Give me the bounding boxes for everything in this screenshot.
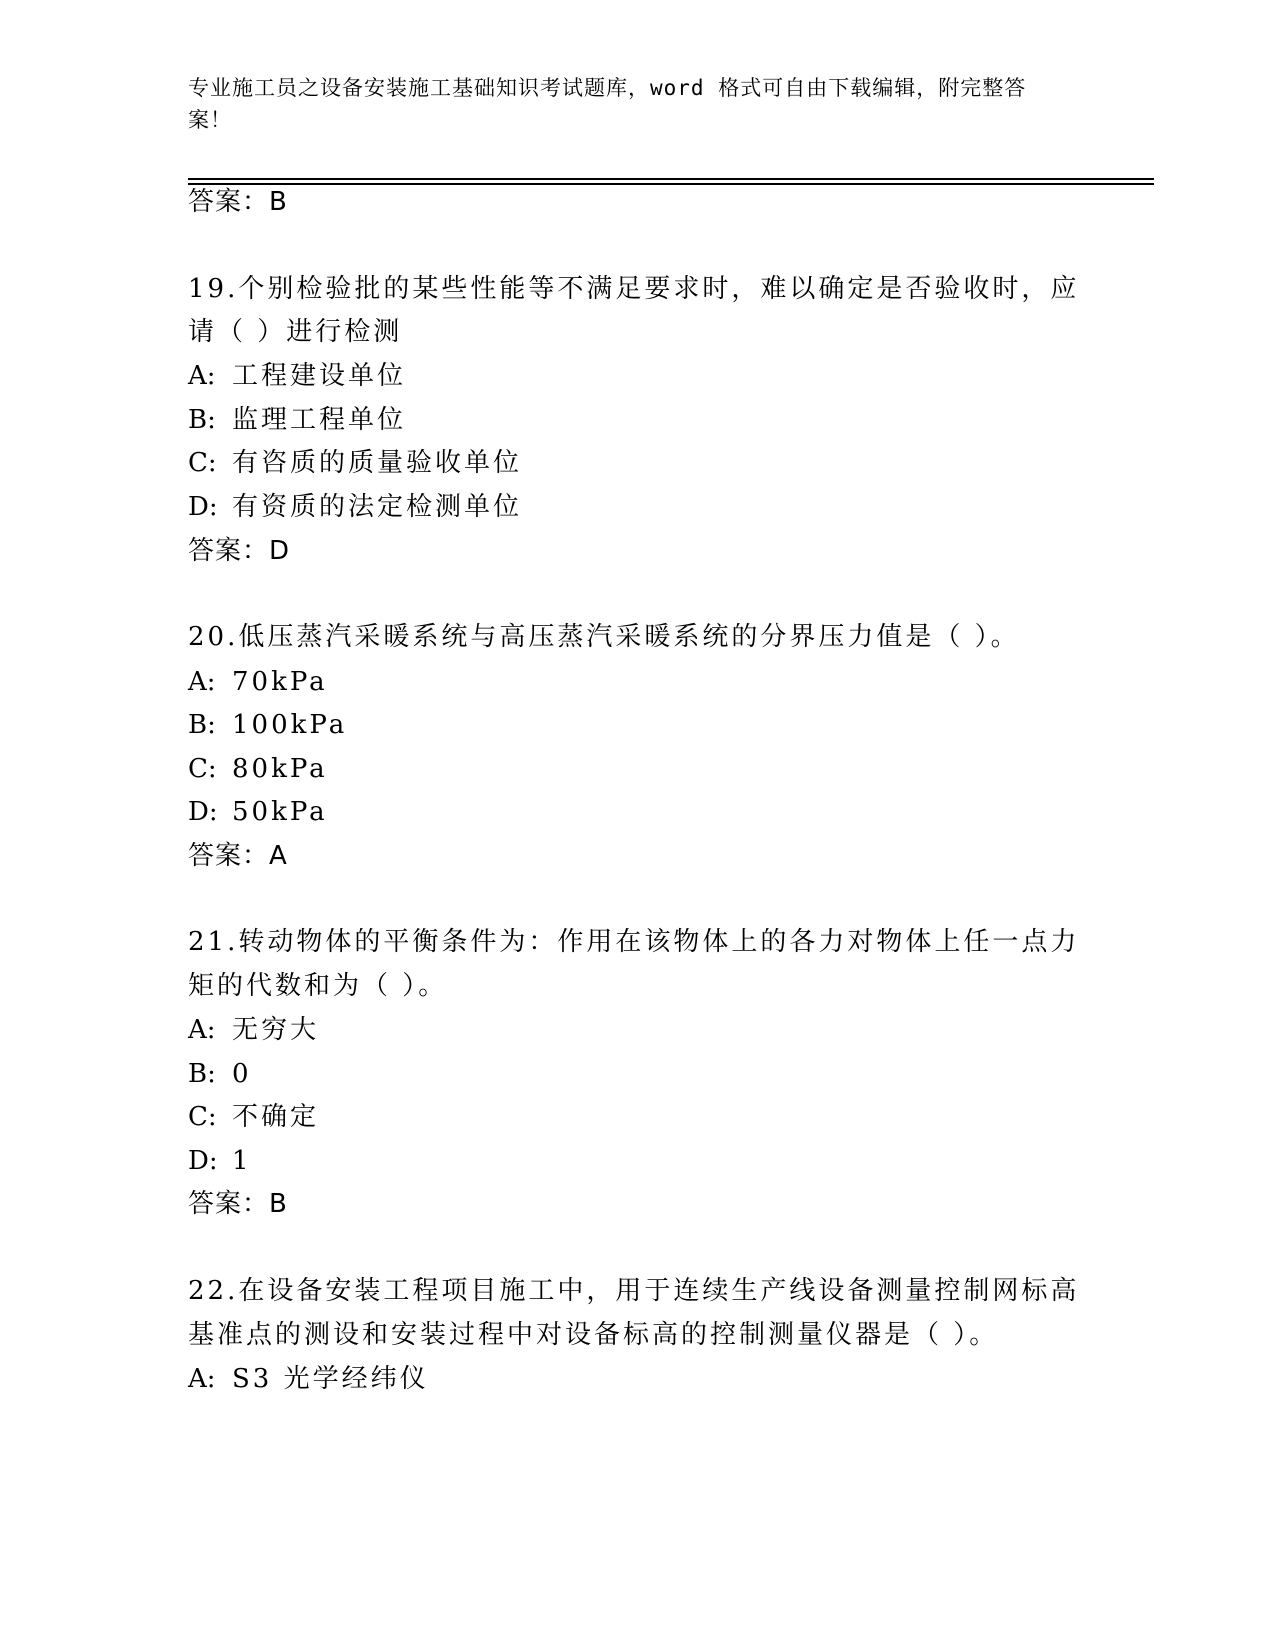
question-22-text-line2: 基准点的测设和安装过程中对设备标高的控制测量仪器是（ ）。 [188,1320,999,1350]
option-label: A: [188,1364,216,1394]
question-20-option-b [188,709,347,741]
option-text: 1 [232,1146,252,1176]
option-label: B: [188,1059,216,1089]
option-label: D: [188,1146,218,1176]
question-22-option-a [188,1363,429,1395]
option-text: 80kPa [232,754,328,784]
question-19-text-line2: 请（ ）进行检测 [188,317,403,347]
question-21-text-line2: 矩的代数和为（ ）。 [188,971,448,1001]
option-label: C: [188,448,217,478]
document-header: 专业施工员之设备安装施工基础知识考试题库，word 格式可自由下载编辑，附完整答案！ [188,76,1027,132]
option-text: 有咨质的质量验收单位 [232,448,523,478]
option-text: 0 [232,1059,252,1089]
question-19-option-c [188,447,522,479]
option-text: 无穷大 [232,1015,320,1045]
question-20-text-line1: 20.低压蒸汽采暖系统与高压蒸汽采暖系统的分界压力值是（ ）。 [188,622,1020,652]
option-text: 工程建设单位 [232,361,407,391]
question-21-option-a [188,1014,319,1046]
option-text: S3 光学经纬仪 [232,1364,429,1394]
answer-18: 答案：B [188,187,288,217]
question-20-option-c [188,753,328,785]
option-label: B: [188,710,216,740]
option-label: D: [188,492,218,522]
question-19-option-a [188,360,406,392]
option-label: B: [188,405,216,435]
answer-20: 答案：A [188,841,288,871]
option-label: A: [188,1015,216,1045]
option-text: 70kPa [232,667,328,697]
question-21-option-c [188,1101,319,1133]
option-text: 有资质的法定检测单位 [232,492,523,522]
question-19-option-b [188,404,406,436]
option-label: C: [188,754,217,784]
question-19-option-d [188,491,522,523]
question-22-text-line1: 22.在设备安装工程项目施工中，用于连续生产线设备测量控制网标高 [188,1276,1080,1306]
question-21-option-b [188,1058,252,1090]
question-19-text-line1: 19.个别检验批的某些性能等不满足要求时，难以确定是否验收时，应 [188,274,1080,304]
header-rule-top [188,178,1154,180]
option-text: 100kPa [232,710,348,740]
question-21-text-line1: 21.转动物体的平衡条件为：作用在该物体上的各力对物体上任一点力 [188,927,1080,957]
question-20-option-a [188,666,328,698]
answer-21: 答案：B [188,1189,288,1219]
option-label: D: [188,797,218,827]
option-text: 不确定 [232,1102,320,1132]
option-label: A: [188,361,216,391]
question-21-option-d [188,1145,252,1177]
option-label: A: [188,667,216,697]
option-label: C: [188,1102,217,1132]
option-text: 50kPa [232,797,328,827]
header-rule-bottom [188,183,1154,185]
answer-19: 答案：D [188,536,291,566]
option-text: 监理工程单位 [232,405,407,435]
question-20-option-d [188,796,328,828]
